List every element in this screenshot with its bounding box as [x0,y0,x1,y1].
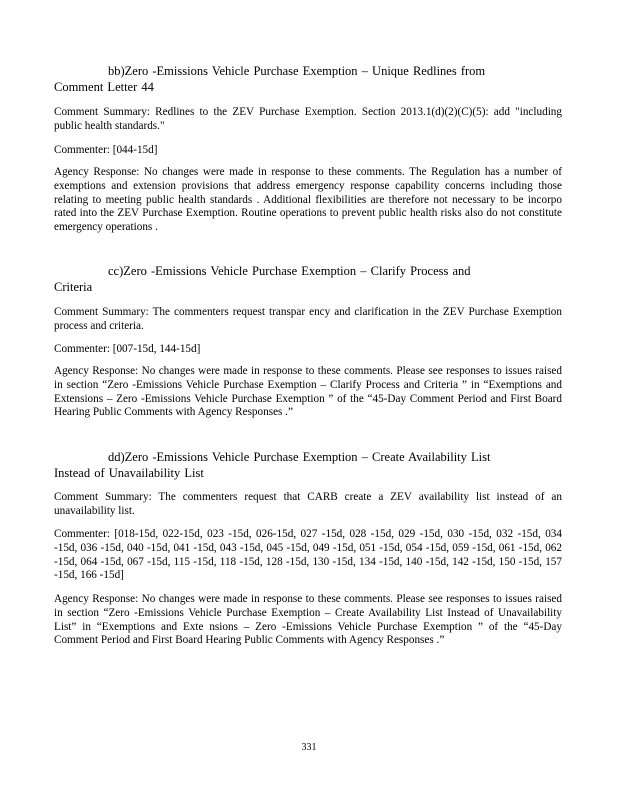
comment-summary: Comment Summary: The commenters request transpar ency and clarification in the ZEV Purchase Exemption process and criteria. [54,306,562,332]
agency-response: Agency Response: No changes were made in response to these comments. Please see responses to issues raised in section “Zero -Emissions Vehicle Purchase Exemption – Clarify Process and Criteria ” in “Exemptions and Extensions – Zero -Emissions Vehicle Purchase Exemption ” of the “45-Day Comment Period and First Board Hearing Public Comments with Agency Responses .” [54,365,562,419]
commenter-list: Commenter: [044-15d] [54,144,158,156]
section-heading-line: Instead of Unavailability List [54,466,204,480]
section-heading [54,263,559,295]
comment-summary: Comment Summary: The commenters request that CARB create a ZEV availability list instead of an unavailability list. [54,491,562,517]
section-heading-line: cc)Zero -Emissions Vehicle Purchase Exemption – Clarify Process and [108,264,471,278]
section-heading-line: Criteria [54,280,93,294]
comment-summary: Comment Summary: Redlines to the ZEV Purchase Exemption. Section 2013.1(d)(2)(C)(5): add "including public health standards." [54,106,562,132]
section-heading-line: bb)Zero -Emissions Vehicle Purchase Exemption – Unique Redlines from [108,64,486,78]
section-heading [54,63,559,95]
commenter-list: Commenter: [018-15d, 022-15d, 023 -15d, 026-15d, 027 -15d, 028 -15d, 029 -15d, 030 -15d, 032 -15d, 034 -15d, 036 -15d, 040 -15d, 041 -15d, 043 -15d, 045 -15d, 049 -15d, 051 -15d, 054 -15d, 059 -15d, 061 -15d, 062 -15d, 064 -15d, 067 -15d, 115 -15d, 118 -15d, 128 -15d, 130 -15d, 134 -15d, 140 -15d, 142 -15d, 150 -15d, 157 -15d, 166 -15d] [54,528,562,582]
page-number: 331 [301,742,317,753]
section-heading-line: dd)Zero -Emissions Vehicle Purchase Exemption – Create Availability List [108,450,491,464]
agency-response: Agency Response: No changes were made in response to these comments. The Regulation has a number of exemptions and extension provisions that address emergency response capability concerns including those relating to meeting public health standards . Additional flexibilities are therefore not necessary to be incorpo rated into the ZEV Purchase Exemption. Routine operations to prevent public health risks also do not constitute emergency operations . [54,166,562,234]
commenter-list: Commenter: [007-15d, 144-15d] [54,343,201,355]
agency-response: Agency Response: No changes were made in response to these comments. Please see responses to issues raised in section “Zero -Emissions Vehicle Purchase Exemption – Create Availability List Instead of Unavailability List” in “Exemptions and Exte nsions – Zero -Emissions Vehicle Purchase Exemption ” of the “45-Day Comment Period and First Board Hearing Public Comments with Agency Responses .” [54,593,562,647]
section-heading-line: Comment Letter 44 [54,80,154,94]
section-heading [54,449,559,481]
